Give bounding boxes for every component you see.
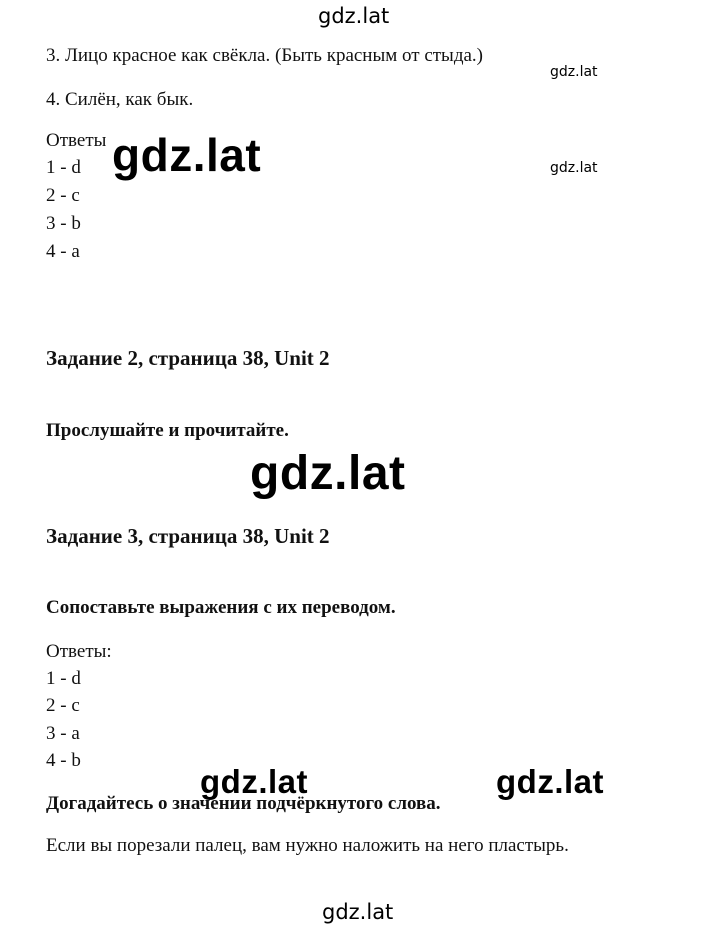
watermark-top: gdz.lat — [318, 4, 390, 28]
watermark-large-4: gdz.lat — [496, 763, 604, 800]
task3-instruction: Сопоставьте выражения с их переводом. — [46, 597, 396, 618]
task3-heading: Задание 3, страница 38, Unit 2 — [46, 524, 330, 548]
watermark-large-3: gdz.lat — [200, 763, 308, 800]
watermark-bottom: gdz.lat — [322, 900, 394, 924]
watermark-small-2: gdz.lat — [550, 160, 598, 176]
answer-item: 1 - d — [46, 157, 81, 178]
task2-heading: Задание 2, страница 38, Unit 2 — [46, 346, 330, 370]
guess-instruction: Догадайтесь о значении подчёркнутого слова. — [46, 793, 441, 814]
answers-label: Ответы: — [46, 641, 112, 662]
watermark-small-1: gdz.lat — [550, 64, 598, 80]
answer-item: 1 - d — [46, 668, 81, 689]
answer-item: 2 - c — [46, 695, 80, 716]
answer-item: 4 - a — [46, 241, 80, 262]
watermark-large-2: gdz.lat — [250, 447, 406, 500]
answer-item: 3 - b — [46, 213, 81, 234]
answer-item: 4 - b — [46, 750, 81, 771]
proverb-line-4: 4. Силён, как бык. — [46, 89, 194, 110]
answer-item: 3 - a — [46, 723, 80, 744]
task2-instruction: Прослушайте и прочитайте. — [46, 420, 289, 441]
answers-label: Ответы — [46, 130, 107, 151]
watermark-large-1: gdz.lat — [112, 129, 262, 181]
answer-item: 2 - c — [46, 185, 80, 206]
guess-text: Если вы порезали палец, вам нужно наложить на него пластырь. — [46, 835, 569, 856]
proverb-line-3: 3. Лицо красное как свёкла. (Быть красным от стыда.) — [46, 45, 483, 66]
